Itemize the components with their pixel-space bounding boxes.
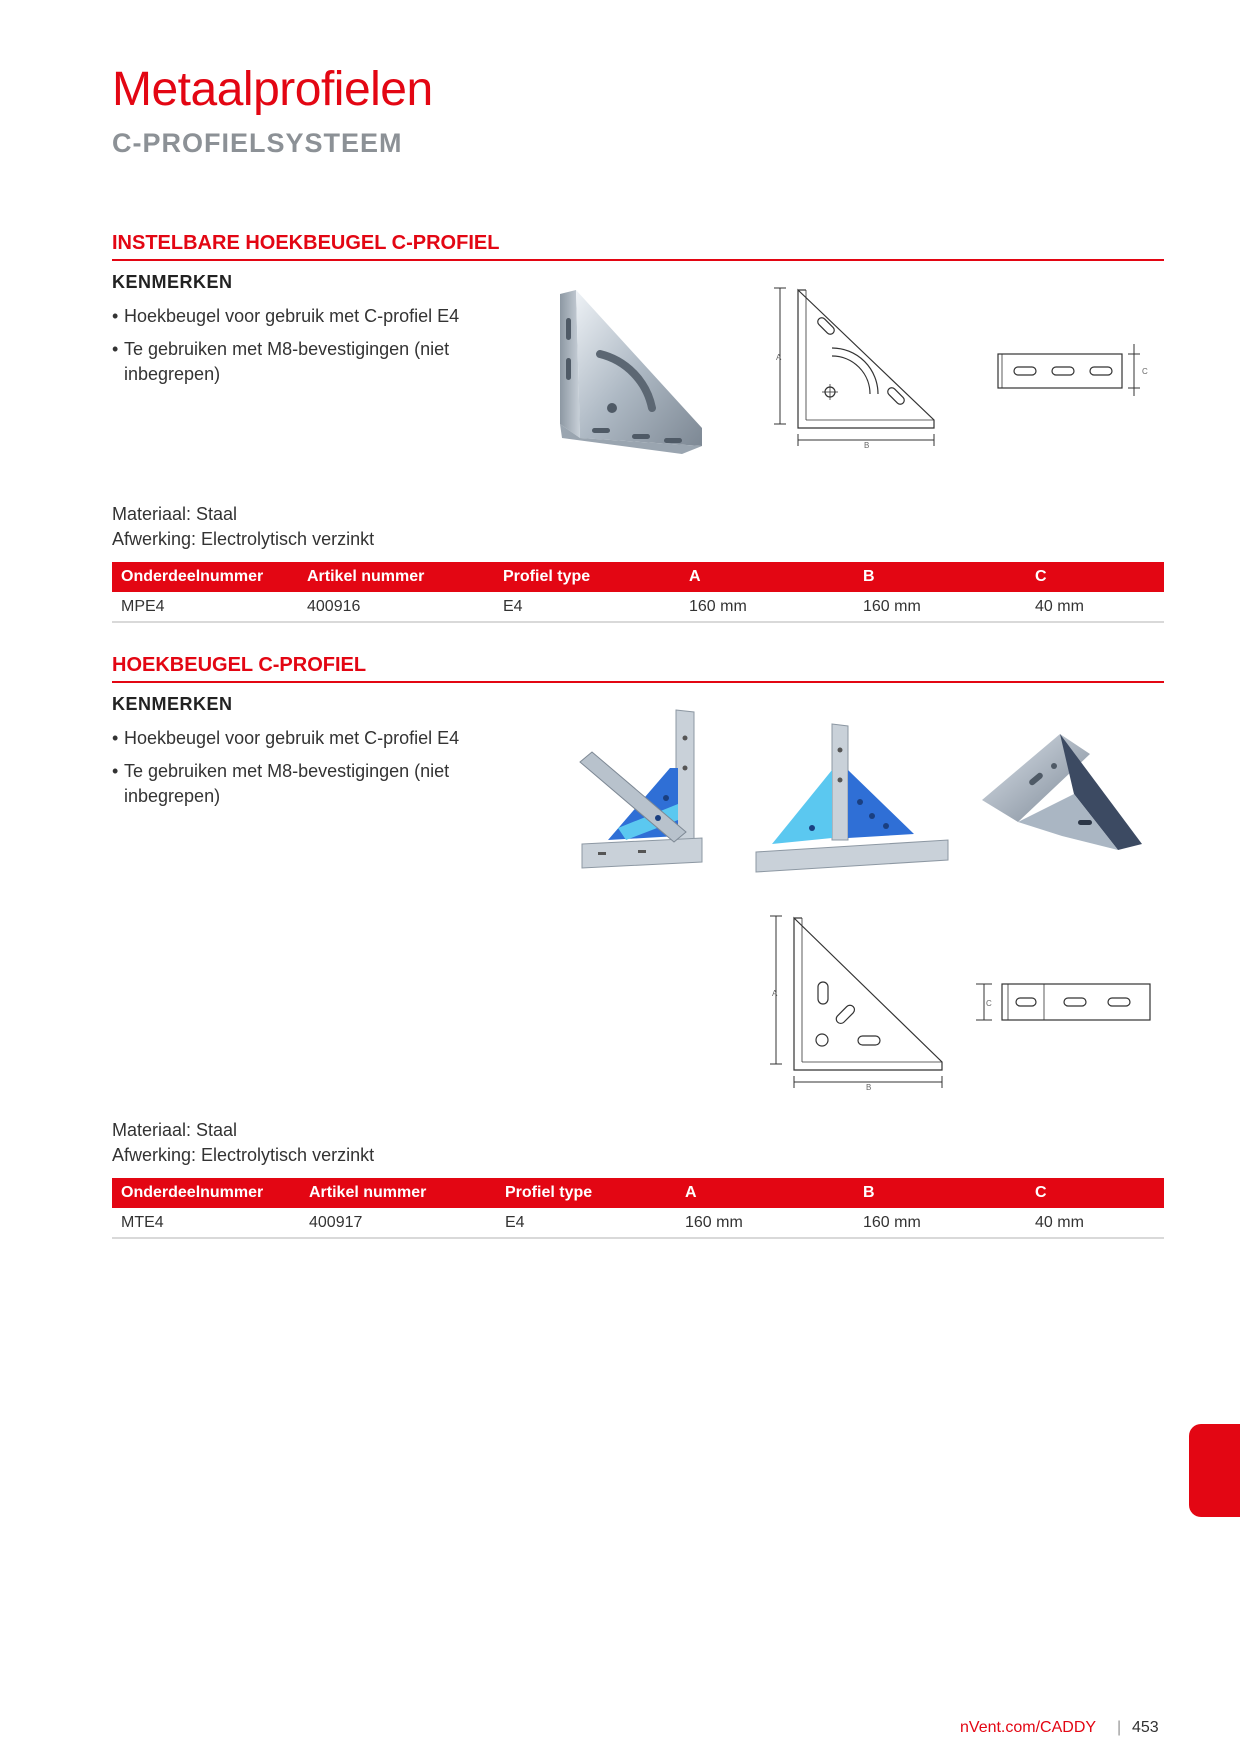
feature-item: • Hoekbeugel voor gebruik met C-profiel E4 [112,726,472,751]
table-cell: E4 [494,592,680,622]
column-header: B [854,1178,1026,1208]
column-header: Onderdeelnummer [112,1178,300,1208]
dim-label-b: B [864,441,870,450]
features-list [112,304,472,395]
chapter-tab [1189,1424,1240,1517]
dim-label-c: C [1142,367,1148,376]
table-row [112,1208,1164,1238]
column-header: Artikel nummer [300,1178,496,1208]
table-cell: 400916 [298,592,494,622]
column-header: Artikel nummer [298,562,494,592]
page-number: 453 [1132,1719,1159,1736]
dim-label-b: B [866,1083,872,1092]
features-list [112,726,472,817]
table-cell: MPE4 [112,592,298,622]
table-row [112,592,1164,622]
section-heading-hoekbeugel: HOEKBEUGEL C-PROFIEL [112,654,1164,683]
dim-label-c: C [986,999,992,1008]
table-cell: 160 mm [676,1208,854,1238]
dim-label-a: A [776,353,782,362]
feature-item: • Te gebruiken met M8-bevestigingen (niet inbegrepen) [112,759,472,809]
page-title: Metaalprofielen [112,63,433,116]
column-header: A [680,562,854,592]
bracket-side-view [972,978,1154,1026]
features-title: KENMERKEN [112,272,233,292]
table-cell: 40 mm [1026,592,1164,622]
spec-table [112,1178,1164,1239]
table-header-row [112,1178,1164,1208]
bracket-drawing [766,912,950,1092]
adjustable-bracket-drawing [770,284,940,450]
features-title: KENMERKEN [112,694,233,714]
table-cell: 160 mm [680,592,854,622]
bracket-vertical-install-photo [752,720,952,874]
column-header: C [1026,1178,1164,1208]
dim-label-a: A [772,989,778,998]
section-heading-instelbare-hoekbeugel: INSTELBARE HOEKBEUGEL C-PROFIEL [112,232,1164,261]
finish-text: Afwerking: Electrolytisch verzinkt [112,529,375,549]
column-header: Profiel type [494,562,680,592]
column-header: B [854,562,1026,592]
table-cell: 40 mm [1026,1208,1164,1238]
adjustable-bracket-side-view [992,340,1152,402]
footer-website-link[interactable]: nVent.com/CADDY [960,1719,1097,1736]
table-cell: E4 [496,1208,676,1238]
column-header: Profiel type [496,1178,676,1208]
table-cell: 160 mm [854,592,1026,622]
page-subtitle: C-PROFIELSYSTEEM [112,128,403,158]
bracket-diagonal-install-photo [578,708,708,874]
material-text: Materiaal: Staal [112,504,238,524]
feature-item: • Te gebruiken met M8-bevestigingen (niet inbegrepen) [112,337,472,387]
finish-text: Afwerking: Electrolytisch verzinkt [112,1145,375,1165]
table-cell: 160 mm [854,1208,1026,1238]
adjustable-bracket-photo [552,288,712,456]
table-header-row [112,562,1164,592]
spec-table [112,562,1164,623]
column-header: A [676,1178,854,1208]
column-header: C [1026,562,1164,592]
bracket-standalone-photo [978,726,1146,854]
footer-separator: | [1117,1719,1122,1736]
table-cell: 400917 [300,1208,496,1238]
feature-item: • Hoekbeugel voor gebruik met C-profiel E4 [112,304,472,329]
table-cell: MTE4 [112,1208,300,1238]
column-header: Onderdeelnummer [112,562,298,592]
material-text: Materiaal: Staal [112,1120,238,1140]
